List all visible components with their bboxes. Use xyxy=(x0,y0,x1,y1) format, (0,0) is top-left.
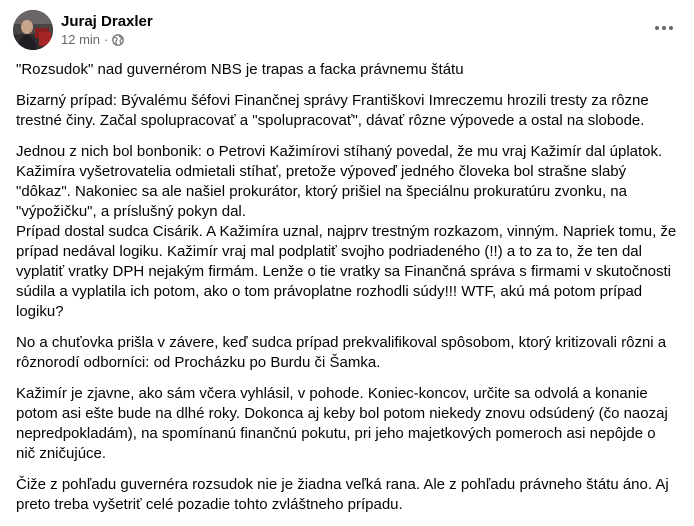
post-paragraph: Kažimír je zjavne, ako sám včera vyhlásil, v pohode. Koniec-koncov, určite sa odvolá a konanie potom asi ešte bude na dlhé roky. Dokonca aj keby bol potom niekedy znovu odsúdený (čo naozaj nepredpokladám), na spomínanú finančnú pokutu, pri jeho majetkových pomeroch asi nepôjde o nič zničujúce. xyxy=(16,385,668,462)
post-time[interactable]: 12 min xyxy=(61,32,101,47)
globe-icon xyxy=(112,34,124,46)
more-options-button[interactable] xyxy=(652,16,676,40)
post-paragraph: Jednou z nich bol bonbonik: o Petrovi Kažimírovi stíhaný povedal, že mu vraj Kažimír dal úplatok. Kažimíra vyšetrovatelia odmietali stíhať, pretože výpoveď jedného človeka bol strašne slabý "dôkaz". Nakoniec sa ale našiel prokurátor, ktorý prišiel na špeciálnu prokuratúru zvonku, na "výpožičku", a príslušný pokyn dal. xyxy=(16,143,663,220)
post-paragraph: Bizarný prípad: Bývalému šéfovi Finančnej správy Františkovi Imreczemu hrozili tresty za rôzne trestné činy. Začal spolupracovať a "spolupracovať", dávať rôzne výpovede a ostal na slobode. xyxy=(16,92,649,129)
post-body xyxy=(16,60,678,526)
post-header xyxy=(13,9,153,51)
post-meta xyxy=(61,12,153,48)
post-subline xyxy=(61,32,153,48)
post-paragraph: Čiže z pohľadu guvernéra rozsudok nie je žiadna veľká rana. Ale z pohľadu právneho štátu áno. Aj preto treba vyšetriť celé pozadie tohto zvláštneho prípadu. xyxy=(16,476,669,513)
post-paragraph: No a chuťovka prišla v závere, keď sudca prípad prekvalifikoval spôsobom, ktorý kritizovali rôzni a rôznorodí odborníci: od Procházku po Burdu či Šamka. xyxy=(16,334,667,371)
post-paragraph: Prípad dostal sudca Cisárik. A Kažimíra uznal, najprv trestným rozkazom, vinným. Napriek tomu, že prípad nedával logiku. Kažimír vraj mal podplatiť svojho podriadeného (!!) a to za to, že ten dal vyplatiť vratky DPH nejakým firmám. Lenže o tie vratky sa Finančná správa s firmami v skutočnosti súdila a vyplatila ich potom, ako o tom právoplatne rozhodli súdy!!! WTF, akú má potom prípad logiku? xyxy=(16,223,677,320)
avatar-image xyxy=(13,10,53,50)
separator-dot: · xyxy=(104,32,109,47)
author-name[interactable]: Juraj Draxler xyxy=(61,13,153,30)
more-horizontal-icon xyxy=(654,25,674,31)
avatar[interactable] xyxy=(13,10,53,50)
post-paragraph-title: "Rozsudok" nad guvernérom NBS je trapas a facka právnemu štátu xyxy=(16,61,464,78)
